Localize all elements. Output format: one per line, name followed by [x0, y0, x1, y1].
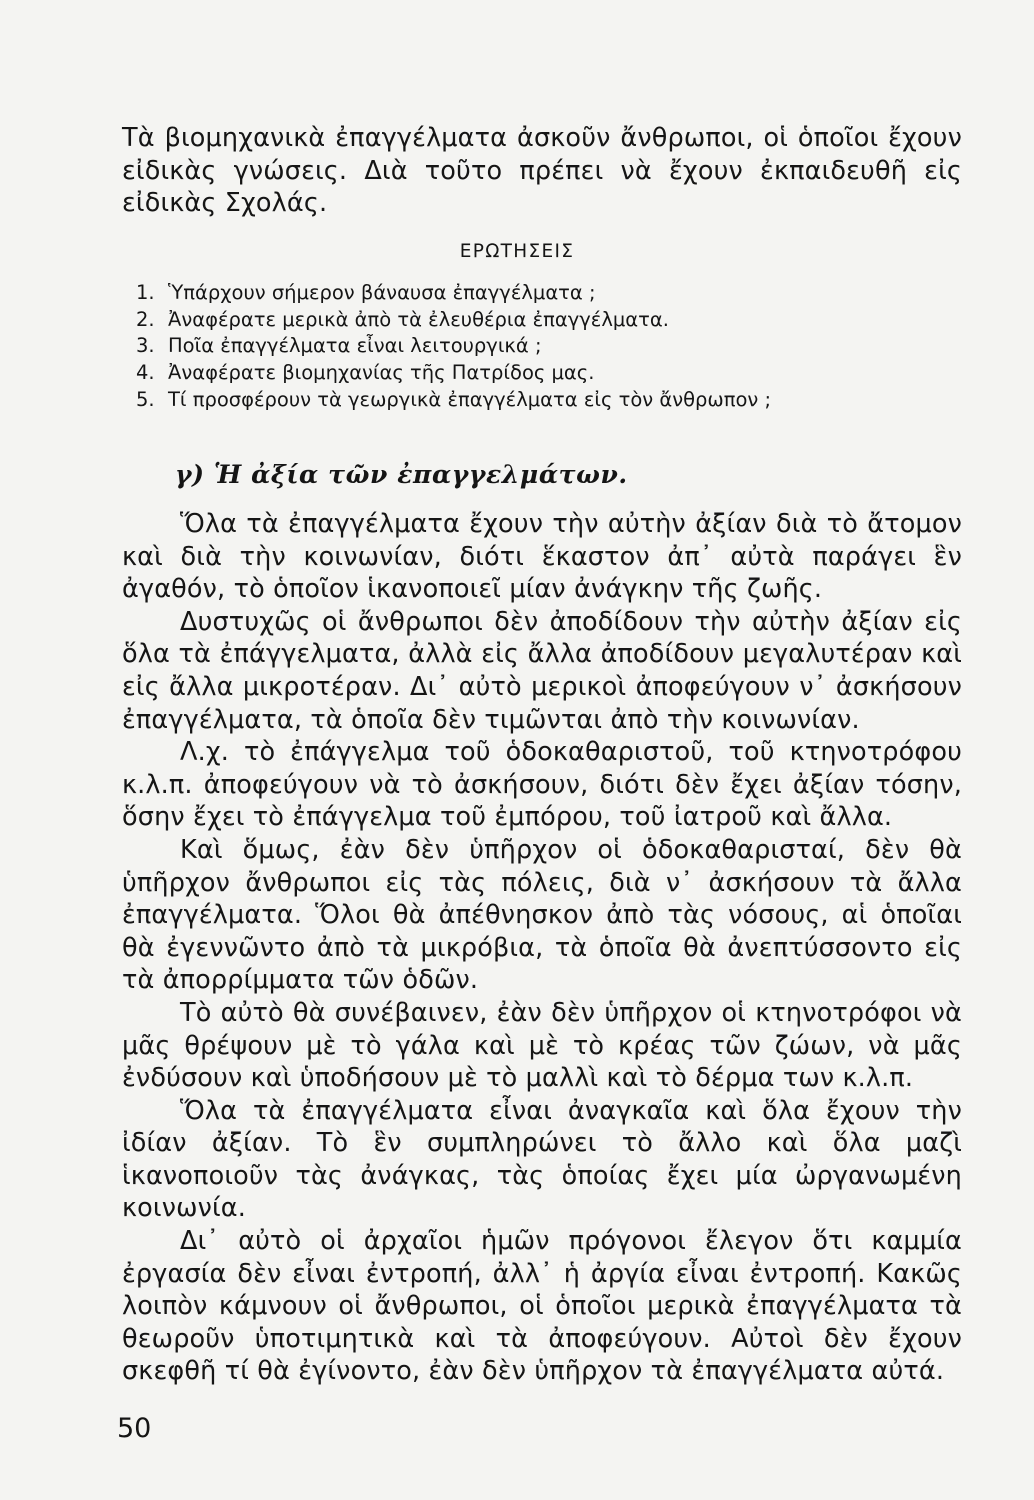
paragraph: Ὅλα τὰ ἐπαγγέλματα ἔχουν τὴν αὐτὴν ἀξίαν διὰ τὸ ἄτομον καὶ διὰ τὴν κοινωνίαν, διότι ἕκαστον ἀπ᾽ αὐτὰ παράγει ἓν ἀγαθόν, τὸ ὁποῖον ἱκανοποιεῖ μίαν ἀνάγκην τῆς ζωῆς. [122, 509, 962, 605]
question-text: Τί προσφέρουν τὰ γεωργικὰ ἐπαγγέλματα εἰς τὸν ἄνθρωπον ; [168, 387, 772, 411]
question-number: 5. [136, 387, 155, 411]
paragraph: Δι᾽ αὐτὸ οἱ ἀρχαῖοι ἡμῶν πρόγονοι ἔλεγον ὅτι καμμία ἐργασία δὲν εἶναι ἐντροπή, ἀλλ᾽ ἡ ἀργία εἶναι ἐντροπή. Κακῶς λοιπὸν κάμνουν οἱ ἄνθρωποι, οἱ ὁποῖοι μερικὰ ἐπαγγέλματα τὰ θεωροῦν ὑποτιμητικὰ καὶ τὰ ἀποφεύγουν. Αὐτοὶ δὲν ἔχουν σκεφθῆ τί θὰ ἐγίνοντο, ἐὰν δὲν ὑπῆρχον τὰ ἐπαγγέλματα αὐτά. [122, 1226, 962, 1387]
question-number: 2. [136, 307, 155, 331]
question-item [136, 387, 956, 414]
main-text [122, 508, 962, 1388]
paragraph: Ὅλα τὰ ἐπαγγέλματα εἶναι ἀναγκαῖα καὶ ὅλα ἔχουν τὴν ἰδίαν ἀξίαν. Τὸ ἓν συμπληρώνει τὸ ἄλλο καὶ ὅλα μαζὶ ἱκανοποιοῦν τὰς ἀνάγκας, τὰς ὁποίας ἔχει μία ὠργανωμένη κοινωνία. [122, 1095, 962, 1224]
question-number: 3. [136, 334, 155, 358]
question-item [136, 360, 956, 387]
question-text: Ποῖα ἐπαγγέλματα εἶναι λειτουργικά ; [168, 334, 542, 358]
page-number: 50 [117, 1413, 152, 1444]
question-number: 4. [136, 361, 155, 385]
question-text: Ἀναφέρατε μερικὰ ἀπὸ τὰ ἐλευθέρια ἐπαγγέλματα. [168, 307, 669, 331]
question-text: Ὑπάρχουν σήμερον βάναυσα ἐπαγγέλματα ; [168, 281, 596, 304]
intro-paragraph: Τὰ βιομηχανικὰ ἐπαγγέλματα ἀσκοῦν ἄνθρωποι, οἱ ὁποῖοι ἔχουν εἰδικὰς γνώσεις. Διὰ τοῦτο πρέπει νὰ ἔχουν ἐκπαιδευθῆ εἰς εἰδικὰς Σχολάς. [122, 123, 962, 219]
section-heading: γ) Ἡ ἀξία τῶν ἐπαγγελμάτων. [175, 460, 628, 489]
question-item [136, 280, 956, 307]
intro-section [122, 122, 962, 220]
question-number: 1. [136, 281, 155, 304]
questions-title: ΕΡΩΤΗΣΕΙΣ [459, 241, 575, 262]
paragraph: Τὸ αὐτὸ θὰ συνέβαινεν, ἐὰν δὲν ὑπῆρχον οἱ κτηνοτρόφοι νὰ μᾶς θρέψουν μὲ τὸ γάλα καὶ μὲ τὸ κρέας τῶν ζώων, νὰ μᾶς ἐνδύσουν καὶ ὑποδήσουν μὲ τὸ μαλλὶ καὶ τὸ δέρμα των κ.λ.π. [122, 997, 962, 1094]
paragraph: Λ.χ. τὸ ἐπάγγελμα τοῦ ὁδοκαθαριστοῦ, τοῦ κτηνοτρόφου κ.λ.π. ἀποφεύγουν νὰ τὸ ἀσκήσουν, διότι δὲν ἔχει ἀξίαν τόσην, ὅσην ἔχει τὸ ἐπάγγελμα τοῦ ἐμπόρου, τοῦ ἰατροῦ καὶ ἄλλα. [122, 737, 962, 833]
paragraph: Καὶ ὅμως, ἐὰν δὲν ὑπῆρχον οἱ ὁδοκαθαρισταί, δὲν θὰ ὑπῆρχον ἄνθρωποι εἰς τὰς πόλεις, διὰ ν᾽ ἀσκήσουν τὰ ἄλλα ἐπαγγέλματα. Ὅλοι θὰ ἀπέθνησκον ἀπὸ τὰς νόσους, αἱ ὁποῖαι θὰ ἐγεννῶντο ἀπὸ τὰ μικρόβια, τὰ ὁποῖα θὰ ἀνεπτύσσοντο εἰς τὰ ἀπορρίμματα τῶν ὁδῶν. [122, 834, 962, 996]
question-item [136, 333, 956, 360]
questions-list [136, 280, 956, 414]
question-item [136, 307, 956, 334]
paragraph: Δυστυχῶς οἱ ἄνθρωποι δὲν ἀποδίδουν τὴν αὐτὴν ἀξίαν εἰς ὅλα τὰ ἐπάγγελματα, ἀλλὰ εἰς ἄλλα ἀποδίδουν μεγαλυτέραν καὶ εἰς ἄλλα μικροτέραν. Δι᾽ αὐτὸ μερικοὶ ἀποφεύγουν ν᾽ ἀσκήσουν ἐπαγγέλματα, τὰ ὁποῖα δὲν τιμῶνται ἀπὸ τὴν κοινωνίαν. [122, 606, 962, 735]
question-text: Ἀναφέρατε βιομηχανίας τῆς Πατρίδος μας. [168, 361, 595, 385]
